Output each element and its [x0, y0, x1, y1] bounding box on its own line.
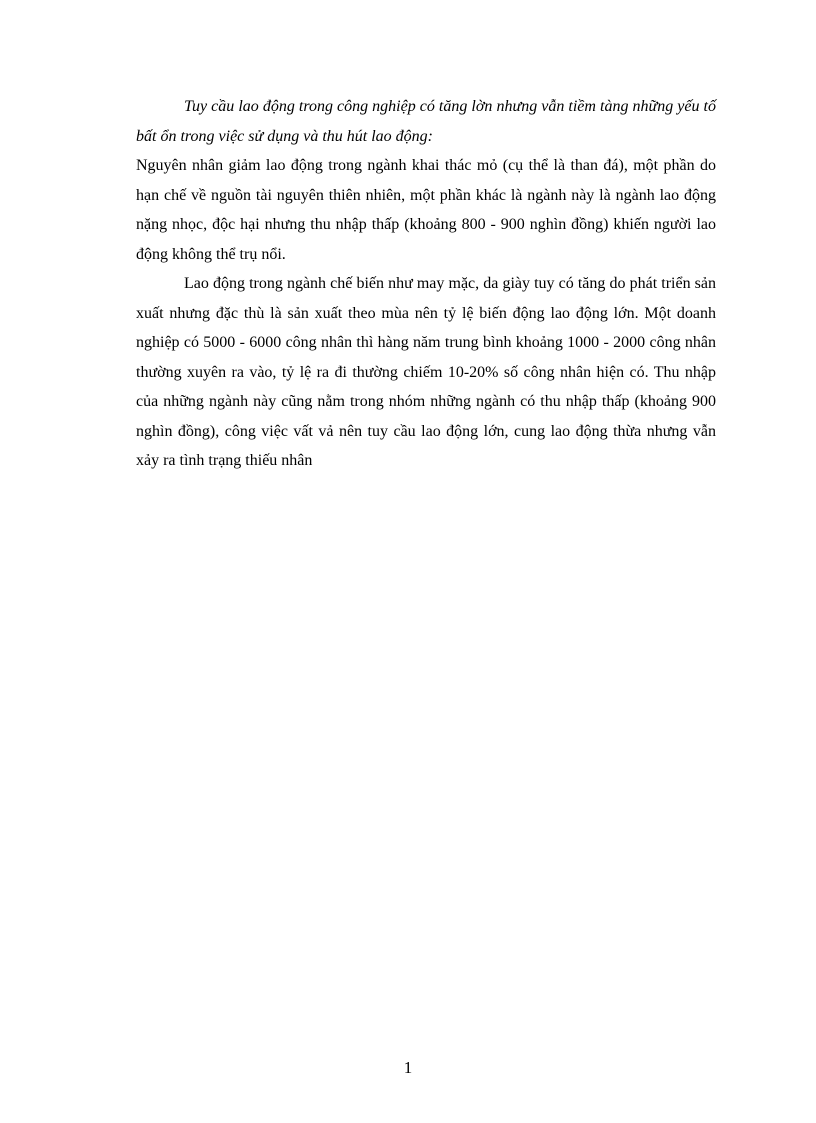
document-body — [136, 92, 716, 476]
page-number: 1 — [403, 1058, 413, 1077]
paragraph-processing-labor: Lao động trong ngành chế biến như may mặc, da giày tuy có tăng do phát triển sản xuất nhưng đặc thù là sản xuất theo mùa nên tỷ lệ biến động lao động lớn. Một doanh nghiệp có 5000 - 6000 công nhân thì hàng năm trung bình khoảng 1000 - 2000 công nhân thường xuyên ra vào, tỷ lệ ra đi thường chiếm 10-20% số công nhân hiện có. Thu nhập của những ngành này cũng nằm trong nhóm những ngành có thu nhập thấp (khoảng 900 nghìn đồng), công việc vất vả nên tuy cầu lao động lớn, cung lao động thừa nhưng vẫn xảy ra tình trạng thiếu nhân — [136, 275, 716, 469]
paragraph-italic-intro: Tuy cầu lao động trong công nghiệp có tăng lờn nhưng vẫn tiềm tàng những yếu tố bất ổn trong việc sử dụng và thu hút lao động: — [136, 98, 716, 145]
paragraph-mining-labor: Nguyên nhân giảm lao động trong ngành khai thác mỏ (cụ thể là than đá), một phần do hạn chế về nguồn tài nguyên thiên nhiên, một phần khác là ngành này là ngành lao động nặng nhọc, độc hại nhưng thu nhập thấp (khoảng 800 - 900 nghìn đồng) khiến người lao động không thể trụ nổi. — [136, 157, 716, 263]
